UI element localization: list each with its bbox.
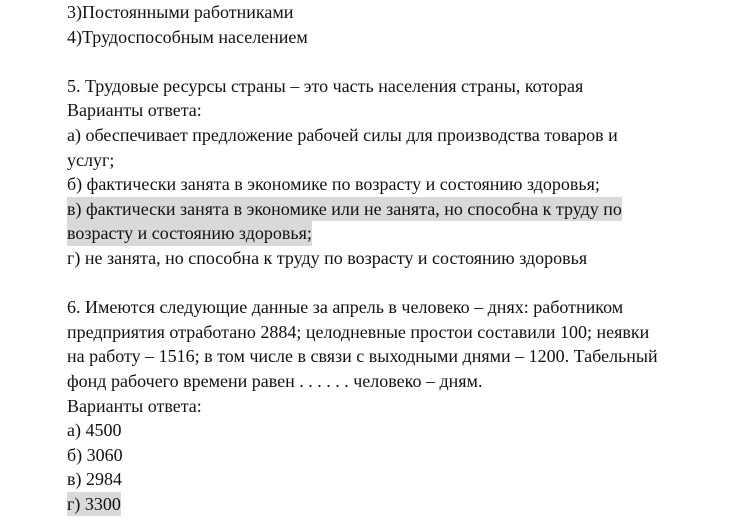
q5-option-a-line2: услуг; xyxy=(67,149,115,170)
q6-option-g xyxy=(67,492,707,517)
q6-variants-label: Варианты ответа: xyxy=(67,395,202,416)
q5-option-v-line2 xyxy=(67,221,707,246)
q5-question: 5. Трудовые ресурсы страны – это часть населения страны, которая xyxy=(67,75,584,96)
q5-variants-label: Варианты ответа: xyxy=(67,100,202,121)
prev-option-4: 4)Трудоспособным населением xyxy=(67,26,308,47)
blank-line xyxy=(67,49,707,74)
q6-option-g-highlight: г) 3300 xyxy=(67,492,121,517)
blank-line xyxy=(67,271,707,296)
q5-option-v-line1 xyxy=(67,197,707,222)
q5-option-v-line1-highlight: в) фактически занята в экономике или не занята, но способна к труду по xyxy=(67,197,622,222)
q6-option-b: б) 3060 xyxy=(67,444,123,465)
q6-option-a: а) 4500 xyxy=(67,420,122,441)
prev-option-3: 3)Постоянными работниками xyxy=(67,2,294,22)
q6-question-line1: 6. Имеются следующие данные за апрель в человеко – днях: работником xyxy=(67,297,624,318)
q5-option-v-line2-highlight: возрасту и состоянию здоровья; xyxy=(67,221,312,246)
q5-option-g: г) не занята, но способна к труду по возрасту и состоянию здоровья xyxy=(67,247,588,268)
q6-option-v: в) 2984 xyxy=(67,469,122,490)
q5-option-a-line1: а) обеспечивает предложение рабочей силы для производства товаров и xyxy=(67,124,618,145)
q6-question-line4: фонд рабочего времени равен . . . . . . человеко – дням. xyxy=(67,370,483,391)
q5-option-b: б) фактически занята в экономике по возрасту и состоянию здоровья; xyxy=(67,174,600,195)
document-text xyxy=(67,0,707,516)
q6-question-line3: на работу – 1516; в том числе в связи с выходными днями – 1200. Табельный xyxy=(67,346,658,367)
q6-question-line2: предприятия отработано 2884; целодневные простои составили 100; неявки xyxy=(67,321,650,342)
